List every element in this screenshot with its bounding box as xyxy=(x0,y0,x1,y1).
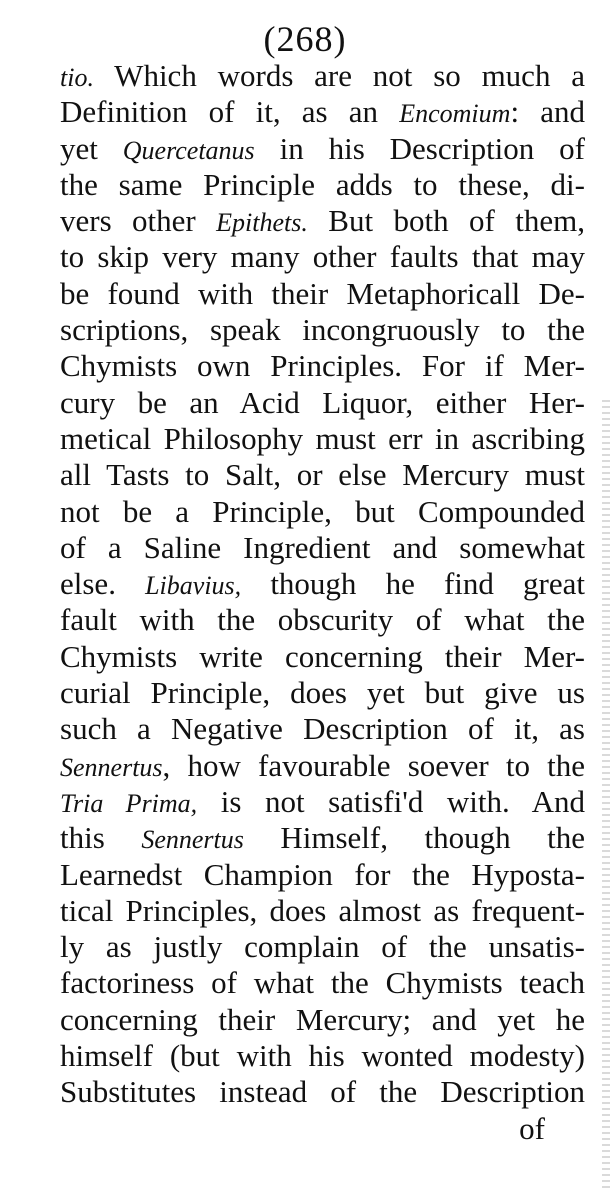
text-line xyxy=(60,457,585,493)
text-line xyxy=(60,94,585,130)
italic-text: Sennertus xyxy=(60,752,163,782)
text-line xyxy=(60,276,585,312)
catchword: of xyxy=(519,1110,545,1146)
text-line xyxy=(60,929,585,965)
text-line xyxy=(60,1038,585,1074)
text-run: Learnedst Champion for the Hyposta- xyxy=(60,856,585,892)
italic-text: Libavius, xyxy=(145,571,242,601)
text-run: , how favourable soever to the xyxy=(162,747,585,783)
italic-text: Sennertus xyxy=(141,825,244,855)
text-run: vers other xyxy=(60,203,217,239)
text-line xyxy=(60,58,585,94)
text-run: Himself, though the xyxy=(243,820,586,856)
text-line xyxy=(60,820,585,856)
text-line xyxy=(60,784,585,820)
text-line xyxy=(60,675,585,711)
text-run: to skip very many other faults that may xyxy=(60,239,585,275)
text-run: But both of them, xyxy=(307,203,585,239)
text-run: fault with the obscurity of what the xyxy=(60,602,585,638)
text-run: not be a Principle, but Compounded xyxy=(60,493,585,529)
text-run: Chymists own Principles. For if Mer- xyxy=(60,348,585,384)
text-run: factoriness of what the Chymists teach xyxy=(60,965,585,1001)
text-run: all Tasts to Salt, or else Mercury must xyxy=(60,457,585,493)
text-run: curial Principle, does yet but give us xyxy=(60,675,585,711)
body-text xyxy=(60,58,585,1147)
text-run: metical Philosophy must err in ascribing xyxy=(60,420,585,456)
text-run: of a Saline Ingredient and somewhat xyxy=(60,529,585,565)
text-line xyxy=(60,494,585,530)
text-line xyxy=(60,639,585,675)
text-run: concerning their Mercury; and yet he xyxy=(60,1001,585,1037)
text-run: this xyxy=(60,820,142,856)
text-run: tical Principles, does almost as frequent- xyxy=(60,892,585,928)
text-run: such a Negative Description of it, as xyxy=(60,711,585,747)
text-line xyxy=(60,965,585,1001)
text-line xyxy=(60,748,585,784)
text-line xyxy=(60,566,585,602)
text-line xyxy=(60,857,585,893)
text-line xyxy=(60,203,585,239)
text-line xyxy=(60,530,585,566)
text-line xyxy=(60,421,585,457)
text-run: Which words are not so much a xyxy=(93,58,585,93)
text-line xyxy=(60,711,585,747)
italic-text: Encomium xyxy=(399,99,511,129)
text-line xyxy=(60,167,585,203)
text-line xyxy=(60,893,585,929)
text-line xyxy=(60,602,585,638)
text-run: cury be an Acid Liquor, either Her- xyxy=(60,384,585,420)
text-run: ly as justly complain of the unsatis- xyxy=(60,929,585,965)
text-run: Chymists write concerning their Mer- xyxy=(60,638,585,674)
text-line xyxy=(60,385,585,421)
text-line xyxy=(60,312,585,348)
text-run: Definition of it, as an xyxy=(60,94,400,130)
text-run: Substitutes instead of the Description xyxy=(60,1074,585,1110)
text-run: yet xyxy=(60,130,123,166)
text-line xyxy=(60,131,585,167)
text-run: : and xyxy=(510,94,585,130)
text-run: himself (but with his wonted modesty) xyxy=(60,1038,585,1074)
text-line xyxy=(60,1002,585,1038)
text-run: the same Principle adds to these, di- xyxy=(60,166,585,202)
text-run: though he find great xyxy=(241,566,585,602)
text-run: else. xyxy=(60,566,146,602)
page-number: (268) xyxy=(263,19,347,59)
text-run: scriptions, speak incongruously to the xyxy=(60,312,585,348)
italic-text: Epithets. xyxy=(216,208,308,238)
scan-edge-marks xyxy=(602,400,610,1190)
italic-text: Quercetanus xyxy=(122,135,255,165)
italic-text: Tria Prima, xyxy=(60,788,198,818)
text-line xyxy=(60,348,585,384)
text-run: be found with their Metaphoricall De- xyxy=(60,275,585,311)
text-line xyxy=(60,239,585,275)
text-run: is not satisfi'd with. And xyxy=(197,783,585,819)
italic-text: tio. xyxy=(60,63,94,92)
text-run: in his Description of xyxy=(254,130,586,166)
text-line xyxy=(60,1074,585,1110)
